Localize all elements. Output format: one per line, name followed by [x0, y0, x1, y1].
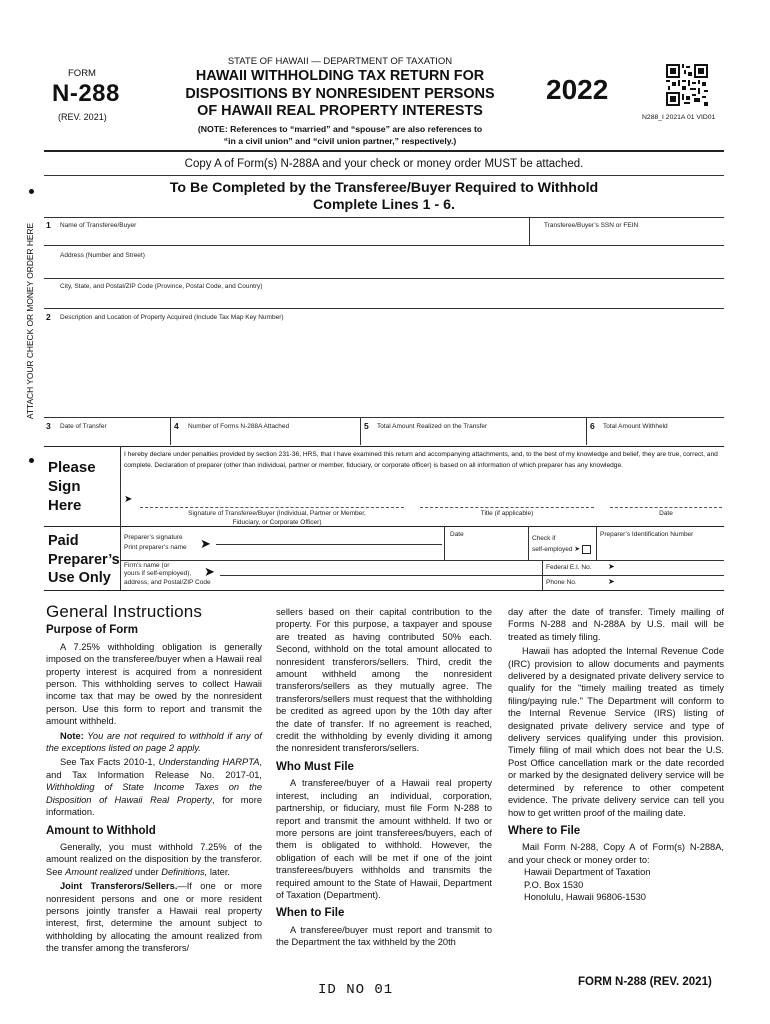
firm-label	[124, 562, 211, 587]
check-if-label: Check if	[532, 535, 556, 542]
side-instruction	[25, 196, 41, 466]
line-4-label: Number of Forms N-288A Attached	[188, 423, 290, 430]
forms-attached-field[interactable]	[173, 431, 358, 444]
sign-here-title	[48, 458, 96, 515]
declaration-text: I hereby declare under penalties provided by section 231-36, HRS, that I have examined this return and accompanying attachments, and, to the best of my knowledge and belief, they are true, correct, and complete. Declaration of preparer (other than individual, partner or member, fiduciary, or corporate officer) is based on all information of which preparer has any knowledge.	[124, 451, 718, 469]
amount-text-c: under	[132, 866, 162, 877]
note-line-2: “in a civil union” and “civil union partner,” respectively.)	[223, 135, 457, 146]
fein-field[interactable]	[620, 561, 722, 574]
line-5-number: 5	[364, 421, 369, 431]
see-text-a: See Tax Facts 2010-1,	[60, 757, 159, 768]
where-paragraph: Mail Form N-288, Copy A of Form(s) N-288A, and your check or money order to:	[508, 842, 724, 865]
self-employed-arrow-icon: ➤	[574, 546, 581, 553]
when-paragraph: A transferee/buyer must report and transmit to the Department the tax withheld by the 20th	[276, 924, 492, 948]
purpose-paragraph: A 7.25% withholding obligation is generally imposed on the transferee/buyer when a Hawaii real property interest is acquired from a nonresident person. This withholding serves to collect Hawaii income tax that may be owed by the nonresident person. Use this form to report and transmit the amount withheld.	[46, 641, 262, 727]
buyer-date-field[interactable]	[610, 492, 722, 506]
side-text: ATTACH YOUR CHECK OR MONEY ORDER HERE	[25, 222, 35, 420]
when-heading: When to File	[276, 907, 345, 920]
property-description-field[interactable]	[56, 326, 722, 414]
title-line-2: DISPOSITIONS BY NONRESIDENT PERSONS	[185, 85, 495, 102]
buyer-heading-line-2: Complete Lines 1 - 6.	[313, 197, 455, 213]
title-line-1: HAWAII WITHHOLDING TAX RETURN FOR	[195, 68, 485, 84]
preparer-arrow-icon: ➤	[200, 536, 211, 551]
where-heading: Where to File	[508, 824, 581, 837]
see-text-b: Understanding HARPTA	[158, 757, 260, 768]
fein-arrow-icon: ➤	[608, 562, 615, 571]
title-line-3: OF HAWAII REAL PROPERTY INTERESTS	[197, 103, 483, 119]
phone-field[interactable]	[620, 576, 722, 589]
amount-text-a: Generally, you must withhold 7.25% of the amount realized on the disposition by the transferor. See	[46, 841, 262, 877]
copy-notice: Copy A of Form(s) N-288A and your check or money order MUST be attached.	[184, 158, 584, 170]
amount-text-e: later.	[207, 866, 231, 877]
sign-title-line-1: Please	[48, 459, 96, 476]
joint-paragraph	[46, 880, 262, 954]
amount-text-d: Definitions,	[161, 866, 208, 877]
signature-label-line-2: Fiduciary, or Corporate Officer)	[232, 518, 322, 526]
revision: (REV. 2021)	[58, 112, 107, 122]
col2-paragraph-1: sellers based on their capital contribution to the property. For this purpose, a taxpayer and spouse are treated as having contributed 50% each. Second, withhold on the total amount allocated to nonresident transferors/sellers. Third, credit the amount withheld among the nonresident transferors/sellers as they mutually agree. The transferors/sellers must request that the withholding be credited as agreed upon by the 10th day after the date of transfer. If no agreement is reached, credit the withholding by evenly dividing it among the nonresident transferors/sellers.	[276, 607, 492, 754]
line-4-number: 4	[174, 421, 179, 431]
buyer-heading	[44, 180, 724, 214]
see-text-c: , and Tax Information Release No. 2017-01,	[46, 757, 262, 780]
mailing-address-2: P.O. Box 1530	[524, 879, 584, 890]
preparer-signature-field[interactable]	[216, 532, 442, 544]
who-paragraph: A transferee/buyer of a Hawaii real property interest, including an individual, corporation, partnership, or fiduciary, must file Form N-288 to report and transmit the amount withheld. If two or more persons are joint transferees/buyers, each of them is obligated to withhold. However, the obligation of each will be met if one of the joint transferees/buyers withholds and transmits the required amount to the State of Hawaii, Department of Taxation (Department).	[276, 778, 492, 900]
department: STATE OF HAWAII — DEPARTMENT OF TAXATION	[227, 56, 453, 67]
buyer-signature-field[interactable]	[140, 492, 404, 506]
joint-text: —If one or more nonresident persons and one or more resident persons jointly transfer a Hawaii real property interest, first, determine the amount subject to withholding by allocating the amount realized from the transfer among the transferors/	[46, 881, 263, 954]
col3-paragraph-2: Hawaii has adopted the Internal Revenue Code (IRC) provision to allow documents and payments delivered by a designated private delivery service to qualify for the "timely mailing treated as timely filing/paying rule." The Department will conform to the Internal Revenue Service (IRS) listing of designated private delivery service and type of delivery services qualifying under this provision. Timely filing of mail which does not bear the U.S. Post Office cancellation mark or the date recorded or marked by the designated delivery service will be determined by reference to other competent evidence. The private delivery service can tell you how to get written proof of the mailing date.	[508, 646, 724, 818]
sign-title-line-2: Sign	[48, 478, 81, 495]
note-label: Note:	[60, 730, 84, 741]
firm-name-field[interactable]	[220, 562, 540, 586]
preparer-signature-label	[124, 533, 187, 553]
self-employed-checkbox[interactable]	[582, 545, 591, 554]
line-2-number: 2	[46, 312, 51, 322]
amount-withheld-field[interactable]	[589, 431, 722, 444]
preparer-date-field[interactable]	[448, 540, 526, 558]
preparer-title-line-2: Preparer’s	[48, 551, 120, 568]
header-note	[150, 124, 530, 147]
joint-label: Joint Transferors/Sellers.	[60, 881, 178, 892]
line-3-label: Date of Transfer	[60, 423, 107, 430]
amount-heading: Amount to Withhold	[46, 824, 156, 837]
line-6-label: Total Amount Withheld	[603, 423, 668, 430]
firm-arrow-icon: ➤	[204, 564, 215, 579]
amount-text-b: Amount realized	[65, 866, 133, 877]
see-paragraph	[46, 756, 262, 818]
preparer-title	[48, 532, 120, 588]
signature-label-line-1: Signature of Transferee/Buyer (Individual, Partner or Member,	[188, 510, 366, 517]
preparer-title-line-3: Use Only	[48, 570, 111, 586]
firm-label-line-2: yours if self-employed),	[124, 570, 192, 578]
id-number: ID NO 01	[318, 982, 394, 998]
buyer-heading-line-1: To Be Completed by the Transferee/Buyer Required to Withhold	[169, 180, 599, 196]
note-line-1: (NOTE: References to “married” and “spouse” are also references to	[197, 124, 483, 134]
preparer-id-field[interactable]	[600, 540, 722, 558]
ssn-label: Transferee/Buyer’s SSN or FEIN	[544, 222, 639, 229]
signature-arrow-icon: ➤	[124, 494, 133, 505]
preparer-id-label: Preparer’s Identification Number	[600, 531, 694, 538]
tax-year: 2022	[546, 74, 609, 105]
amount-realized-field[interactable]	[363, 431, 584, 444]
title-label: Title (if applicable)	[480, 510, 534, 517]
purpose-heading: Purpose of Form	[46, 624, 139, 637]
line-1-label: Name of Transferee/Buyer	[60, 222, 137, 229]
phone-label: Phone No.	[546, 579, 577, 586]
col3-paragraph-1: day after the date of transfer. Timely mailing of Forms N-288 and N-288A by U.S. mail will be treated as timely filing.	[508, 607, 724, 642]
instructions-title: General Instructions	[46, 602, 203, 621]
preparer-title-line-1: Paid	[48, 533, 79, 549]
bullet-top-icon	[29, 189, 34, 194]
buyer-title-field[interactable]	[420, 492, 594, 506]
sign-title-line-3: Here	[48, 497, 82, 514]
note-paragraph	[46, 730, 262, 755]
mailing-address-3: Honolulu, Hawaii 96806-1530	[524, 891, 646, 902]
note-text: You are not required to withhold if any of the exceptions listed on page 2 apply.	[46, 730, 262, 754]
footer-form-revision: FORM N-288 (REV. 2021)	[578, 976, 712, 988]
preparer-print-label: Print preparer’s name	[124, 544, 187, 551]
date-label: Date	[659, 510, 673, 517]
form-title	[150, 68, 530, 121]
line-2-label: Description and Location of Property Acquired (Include Tax Map Key Number)	[60, 314, 284, 321]
see-text-e: , for more information.	[46, 794, 262, 818]
line-1-number: 1	[46, 220, 51, 230]
mailing-address-1: Hawaii Department of Taxation	[524, 867, 651, 878]
firm-label-line-1: Firm’s name (or	[124, 562, 170, 569]
self-employed-text: self-employed	[532, 546, 573, 553]
amount-paragraph	[46, 841, 262, 878]
form-label: FORM	[68, 68, 96, 79]
firm-label-line-3: address, and Postal/ZIP Code	[124, 578, 211, 586]
date-of-transfer-field[interactable]	[56, 431, 168, 444]
preparer-date-label: Date	[450, 531, 464, 538]
form-number: N-288	[52, 80, 120, 107]
buyer-name-field[interactable]	[56, 230, 526, 244]
preparer-name-field[interactable]	[216, 546, 442, 558]
qr-code-icon	[666, 64, 708, 106]
instructions-column-1	[46, 602, 263, 955]
line-5-label: Total Amount Realized on the Transfer	[377, 423, 488, 430]
preparer-sig-label: Preparer’s signature	[124, 534, 183, 541]
buyer-city-field[interactable]	[56, 292, 722, 306]
address-label: Address (Number and Street)	[60, 252, 145, 259]
signature-label	[150, 510, 404, 527]
who-heading: Who Must File	[276, 760, 354, 773]
line-6-number: 6	[590, 421, 595, 431]
see-text-d: Withholding of State Income Taxes on the Disposition of Hawaii Real Property	[46, 782, 262, 805]
city-label: City, State, and Postal/ZIP Code (Province, Postal Code, and Country)	[60, 283, 263, 290]
buyer-address-field[interactable]	[56, 262, 722, 276]
instructions-column-2	[276, 606, 492, 949]
line-3-number: 3	[46, 421, 51, 431]
phone-arrow-icon: ➤	[608, 577, 615, 586]
buyer-ssn-field[interactable]	[532, 230, 722, 244]
instructions-column-3	[508, 606, 724, 903]
form-code: N288_I 2021A 01 VID01	[642, 114, 716, 121]
bullet-bottom-icon	[29, 458, 34, 463]
self-employed-label	[532, 533, 591, 555]
fein-label: Federal E.I. No.	[546, 564, 592, 571]
